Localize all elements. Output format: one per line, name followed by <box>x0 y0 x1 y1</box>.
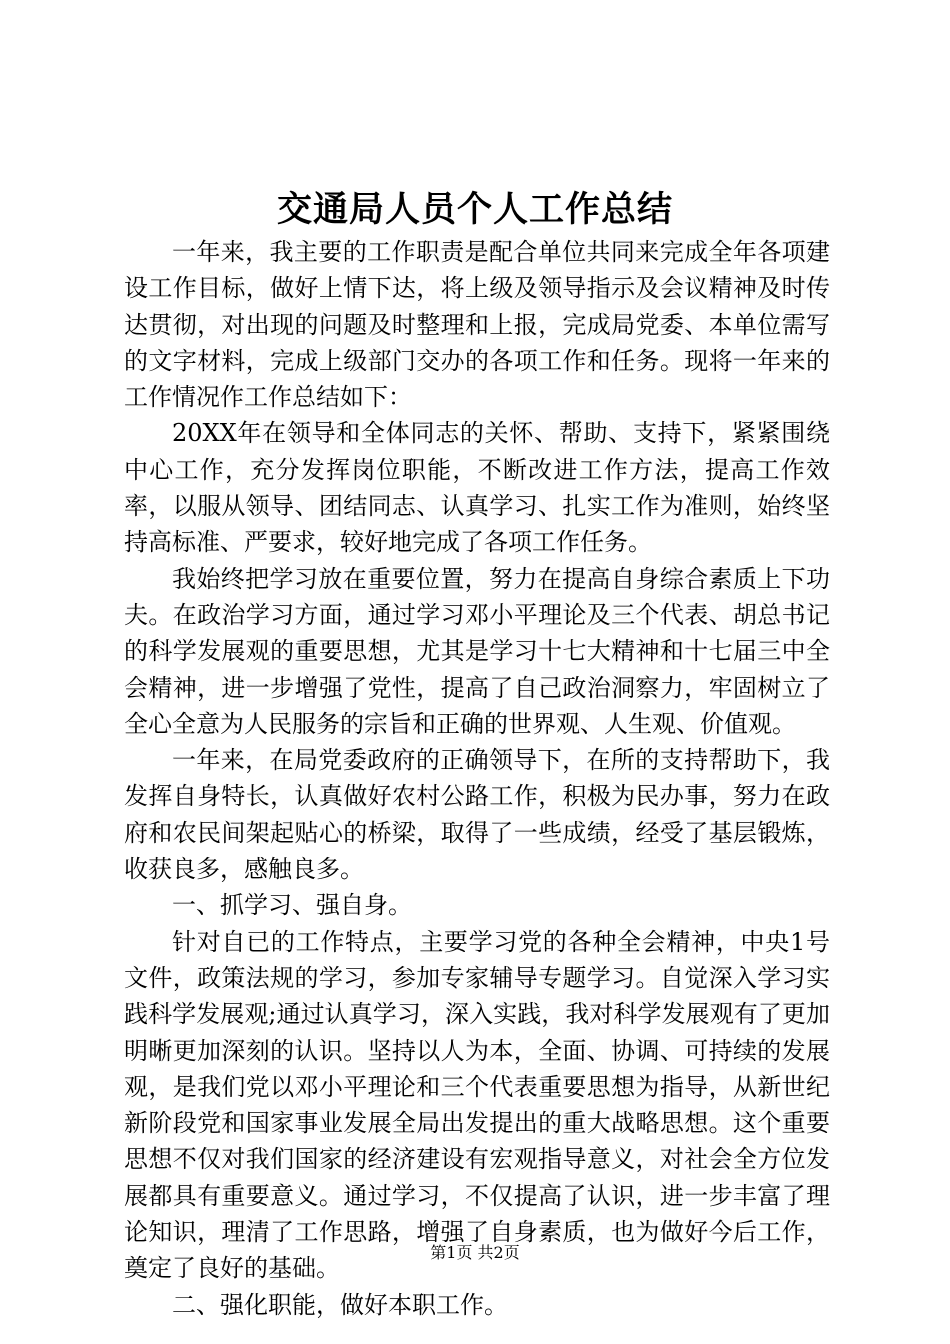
paragraph: 一年来，在局党委政府的正确领导下，在所的支持帮助下，我发挥自身特长，认真做好农村公路工作，积极为民办事，努力在政府和农民间架起贴心的桥梁，取得了一些成绩，经受了基层锻炼，收获良多，感触良多。 <box>124 746 830 884</box>
paragraph: 一年来，我主要的工作职责是配合单位共同来完成全年各项建设工作目标，做好上情下达，将上级及领导指示及会议精神及时传达贯彻，对出现的问题及时整理和上报，完成局党委、本单位需写的文字材料，完成上级部门交办的各项工作和任务。现将一年来的工作情况作工作总结如下： <box>124 238 830 412</box>
section-heading: 一、抓学习、强自身。 <box>172 891 412 920</box>
document-title: 交通局人员个人工作总结 <box>276 189 673 230</box>
section-heading: 二、强化职能，做好本职工作。 <box>172 1290 508 1319</box>
page-number-footer: 第1页 共2页 <box>430 1243 520 1262</box>
paragraph: 我始终把学习放在重要位置，努力在提高自身综合素质上下功夫。在政治学习方面，通过学习邓小平理论及三个代表、胡总书记的科学发展观的重要思想，尤其是学习十七大精神和十七届三中全会精神，进一步增强了党性，提高了自己政治洞察力，牢固树立了全心全意为人民服务的宗旨和正确的世界观、人生观、价值观。 <box>124 564 830 738</box>
paragraph: 针对自已的工作特点，主要学习党的各种全会精神，中央1号文件，政策法规的学习，参加专家辅导专题学习。自觉深入学习实践科学发展观;通过认真学习，深入实践，我对科学发展观有了更加明晰更加深刻的认识。坚持以人为本，全面、协调、可持续的发展观，是我们党以邓小平理论和三个代表重要思想为指导，从新世纪新阶段党和国家事业发展全局出发提出的重大战略思想。这个重要思想不仅对我们国家的经济建设有宏观指导意义，对社会全方位发展都具有重要意义。通过学习，不仅提高了认识，进一步丰富了理论知识，理清了工作思路，增强了自身素质，也为做好今后工作，奠定了良好的基础。 <box>124 927 830 1283</box>
document-body <box>124 234 830 1323</box>
paragraph: 20XX年在领导和全体同志的关怀、帮助、支持下，紧紧围绕中心工作，充分发挥岗位职能，不断改进工作方法，提高工作效率，以服从领导、团结同志、认真学习、扎实工作为准则，始终坚持高标准、严要求，较好地完成了各项工作任务。 <box>124 419 830 557</box>
